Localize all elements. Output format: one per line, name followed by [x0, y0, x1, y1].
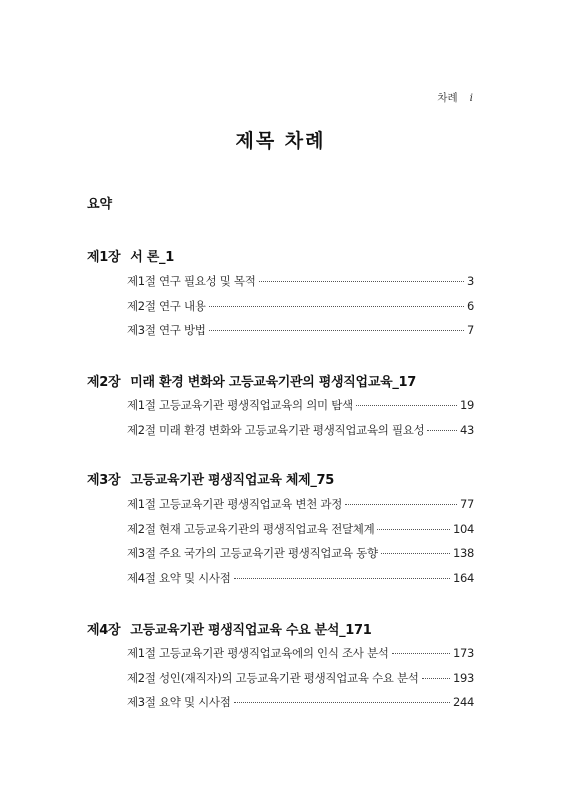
dot-leader — [259, 281, 464, 282]
chapter-number: 제3장 — [87, 473, 121, 488]
running-head-page-number: i — [469, 92, 473, 104]
section-label: 제3절 주요 국가의 고등교육기관 평생직업교육 동향 — [127, 546, 378, 560]
section-page-number: 19 — [459, 398, 474, 412]
dot-leader — [422, 678, 450, 679]
toc-entry[interactable] — [127, 273, 474, 289]
section-label: 제2절 연구 내용 — [127, 299, 206, 313]
dot-leader — [427, 430, 457, 431]
dot-leader — [392, 653, 450, 654]
page-title: 제목 차례 — [235, 130, 326, 152]
toc-entry[interactable] — [127, 422, 474, 438]
running-head-label: 차례 — [437, 92, 458, 104]
chapter-number: 제1장 — [87, 250, 121, 265]
section-label: 제1절 고등교육기관 평생직업교육의 의미 탐색 — [127, 398, 353, 412]
dot-leader — [356, 405, 457, 406]
toc-entry[interactable] — [127, 694, 474, 710]
section-page-number: 43 — [459, 423, 474, 437]
chapter-4-heading[interactable] — [87, 619, 372, 638]
section-page-number: 6 — [466, 299, 474, 313]
section-label: 제3절 연구 방법 — [127, 323, 206, 337]
toc-entry[interactable] — [127, 397, 474, 413]
toc-entry[interactable] — [127, 645, 474, 661]
toc-entry[interactable] — [127, 570, 474, 586]
dot-leader — [234, 578, 450, 579]
chapter-title: 서 론_1 — [130, 250, 174, 265]
chapter-2-heading[interactable] — [87, 371, 416, 390]
running-head — [437, 90, 473, 105]
section-page-number: 244 — [452, 695, 474, 709]
toc-entry[interactable] — [127, 322, 474, 338]
dot-leader — [377, 529, 450, 530]
chapter-number: 제2장 — [87, 375, 121, 390]
toc-entry[interactable] — [127, 521, 474, 537]
section-label: 제2절 미래 환경 변화와 고등교육기관 평생직업교육의 필요성 — [127, 423, 425, 437]
section-page-number: 164 — [452, 571, 474, 585]
chapter-1-heading[interactable] — [87, 246, 174, 265]
section-page-number: 173 — [452, 646, 474, 660]
chapter-title: 고등교육기관 평생직업교육 체제_75 — [130, 473, 335, 488]
toc-entry[interactable] — [127, 545, 474, 561]
section-page-number: 138 — [452, 546, 474, 560]
chapter-3-heading[interactable] — [87, 469, 334, 488]
section-label: 제2절 현재 고등교육기관의 평생직업교육 전달체계 — [127, 522, 375, 536]
section-page-number: 193 — [452, 671, 474, 685]
dot-leader — [234, 702, 450, 703]
section-page-number: 104 — [452, 522, 474, 536]
chapter-number: 제4장 — [87, 623, 121, 638]
section-label: 제1절 고등교육기관 평생직업교육 변천 과정 — [127, 497, 342, 511]
section-label: 제1절 연구 필요성 및 목적 — [127, 274, 256, 288]
toc-entry[interactable] — [127, 298, 474, 314]
dot-leader — [209, 330, 464, 331]
toc-entry[interactable] — [127, 670, 474, 686]
section-label: 제2절 성인(재직자)의 고등교육기관 평생직업교육 수요 분석 — [127, 671, 419, 685]
section-page-number: 77 — [459, 497, 474, 511]
chapter-title: 미래 환경 변화와 고등교육기관의 평생직업교육_17 — [130, 375, 417, 390]
section-label: 제1절 고등교육기관 평생직업교육에의 인식 조사 분석 — [127, 646, 389, 660]
section-page-number: 3 — [466, 274, 474, 288]
dot-leader — [345, 504, 457, 505]
dot-leader — [381, 553, 450, 554]
section-page-number: 7 — [466, 323, 474, 337]
section-label: 제4절 요약 및 시사점 — [127, 571, 231, 585]
toc-summary-link[interactable]: 요약 — [87, 197, 113, 212]
dot-leader — [209, 306, 464, 307]
section-label: 제3절 요약 및 시사점 — [127, 695, 231, 709]
chapter-title: 고등교육기관 평생직업교육 수요 분석_171 — [130, 623, 372, 638]
toc-entry[interactable] — [127, 496, 474, 512]
